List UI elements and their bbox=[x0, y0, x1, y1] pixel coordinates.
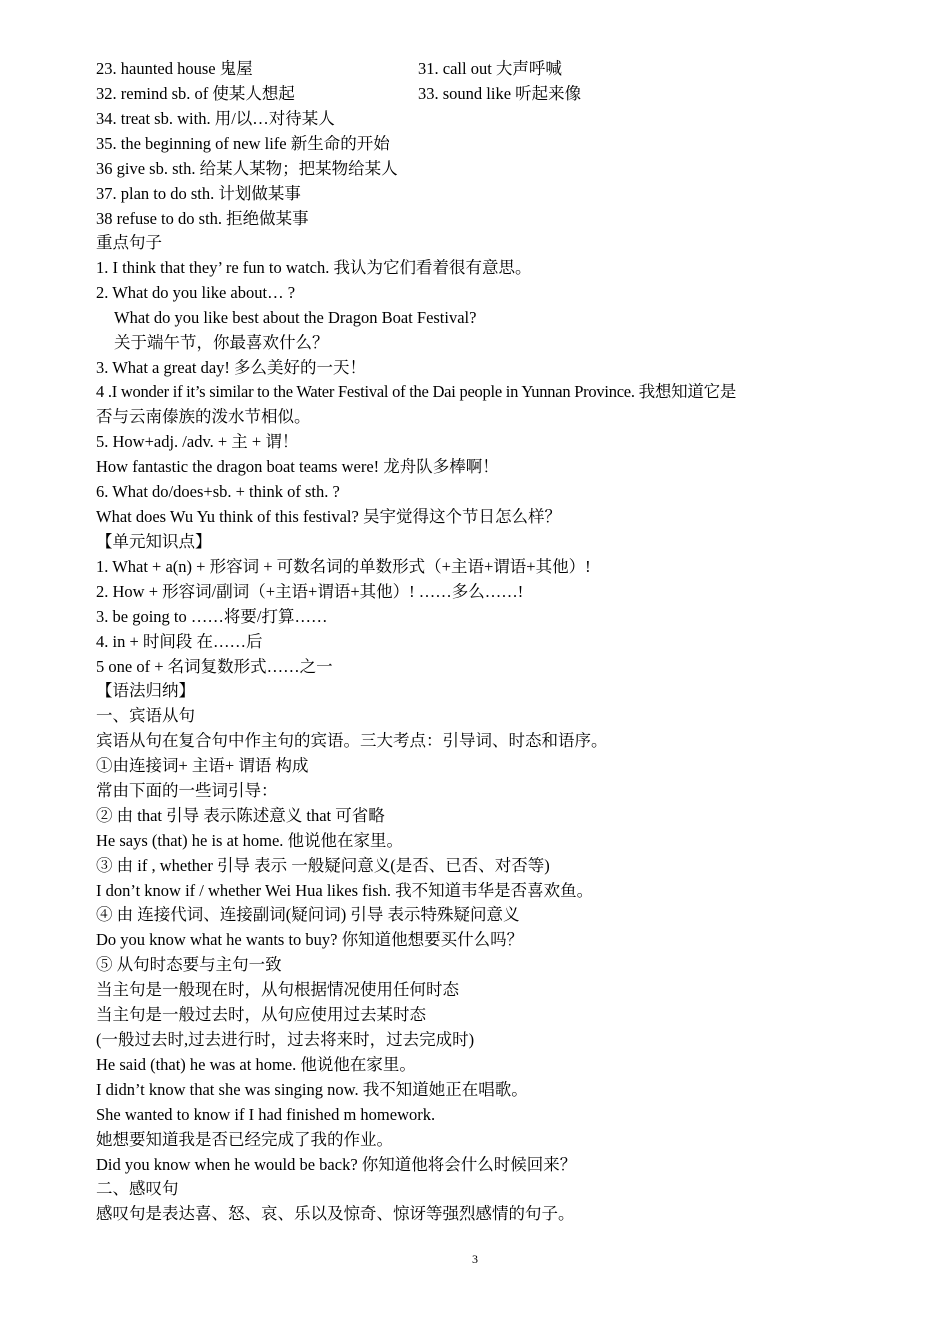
grammar-line: ④ 由 连接代词、连接副词(疑问词) 引导 表示特殊疑问意义 bbox=[96, 905, 520, 924]
key-sentence-line: 关于端午节，你最喜欢什么？ bbox=[114, 333, 329, 352]
phrase-38: 38 refuse to do sth. 拒绝做某事 bbox=[96, 209, 309, 228]
knowledge-line: 2. How + 形容词/副词（+主语+谓语+其他）! ……多么……! bbox=[96, 582, 524, 601]
grammar-line: 当主句是一般过去时，从句应使用过去某时态 bbox=[96, 1005, 426, 1024]
phrase-33: 33. sound like 听起来像 bbox=[418, 84, 582, 103]
phrase-31: 31. call out 大声呼喊 bbox=[418, 59, 562, 78]
grammar-line: 常由下面的一些词引导： bbox=[96, 781, 278, 800]
grammar-line: ①由连接词+ 主语+ 谓语 构成 bbox=[96, 756, 309, 775]
key-sentence-line: What does Wu Yu think of this festival? 吴宇觉得这个节日怎么样？ bbox=[96, 507, 561, 526]
grammar-line: She wanted to know if I had finished m homework. bbox=[96, 1105, 436, 1124]
knowledge-line: 4. in + 时间段 在……后 bbox=[96, 632, 263, 651]
knowledge-heading: 【单元知识点】 bbox=[96, 532, 212, 551]
grammar-line: ⑤ 从句时态要与主句一致 bbox=[96, 955, 282, 974]
phrase-35: 35. the beginning of new life 新生命的开始 bbox=[96, 134, 390, 153]
key-sentence-line: 4 .I wonder if it’s similar to the Water Festival of the Dai people in Yunnan Province. 我想知道它是 bbox=[96, 382, 737, 401]
phrase-23: 23. haunted house 鬼屋 bbox=[96, 59, 253, 78]
key-sentence-line: What do you like best about the Dragon Boat Festival? bbox=[114, 308, 477, 327]
grammar-line: 当主句是一般现在时，从句根据情况使用任何时态 bbox=[96, 980, 459, 999]
grammar-line: He says (that) he is at home. 他说他在家里。 bbox=[96, 831, 404, 850]
grammar-section-title: 一、宾语从句 bbox=[96, 706, 195, 725]
grammar-line: 她想要知道我是否已经完成了我的作业。 bbox=[96, 1130, 393, 1149]
knowledge-line: 1. What + a(n) + 形容词 + 可数名词的单数形式（+主语+谓语+其他）! bbox=[96, 557, 591, 576]
key-sentence-line: 5. How+adj. /adv. + 主 + 谓！ bbox=[96, 432, 299, 451]
grammar-heading: 【语法归纳】 bbox=[96, 681, 195, 700]
grammar-line: (一般过去时,过去进行时，过去将来时，过去完成时) bbox=[96, 1030, 475, 1049]
grammar-line: I don’t know if / whether Wei Hua likes fish. 我不知道韦华是否喜欢鱼。 bbox=[96, 881, 594, 900]
knowledge-line: 5 one of + 名词复数形式……之一 bbox=[96, 657, 333, 676]
page-number: 3 bbox=[472, 1252, 478, 1266]
phrase-34: 34. treat sb. with. 用/以…对待某人 bbox=[96, 109, 335, 128]
key-sentence-line: 2. What do you like about… ? bbox=[96, 283, 296, 302]
key-sentences-heading: 重点句子 bbox=[96, 233, 162, 252]
knowledge-line: 3. be going to ……将要/打算…… bbox=[96, 607, 328, 626]
grammar-section-title: 二、感叹句 bbox=[96, 1179, 179, 1198]
grammar-line: I didn’t know that she was singing now. 我不知道她正在唱歌。 bbox=[96, 1080, 528, 1099]
phrase-36: 36 give sb. sth. 给某人某物；把某物给某人 bbox=[96, 159, 398, 178]
phrase-row bbox=[96, 59, 562, 79]
key-sentence-line: 否与云南傣族的泼水节相似。 bbox=[96, 407, 311, 426]
grammar-line: ③ 由 if , whether 引导 表示 一般疑问意义(是否、已否、对否等) bbox=[96, 856, 550, 875]
phrase-32: 32. remind sb. of 使某人想起 bbox=[96, 84, 295, 103]
key-sentence-line: How fantastic the dragon boat teams were! 龙舟队多棒啊！ bbox=[96, 457, 499, 476]
grammar-line: Do you know what he wants to buy? 你知道他想要买什么吗？ bbox=[96, 930, 524, 949]
phrase-37: 37. plan to do sth. 计划做某事 bbox=[96, 184, 301, 203]
grammar-line: 感叹句是表达喜、怒、哀、乐以及惊奇、惊讶等强烈感情的句子。 bbox=[96, 1204, 575, 1223]
grammar-line: Did you know when he would be back? 你知道他将会什么时候回来？ bbox=[96, 1155, 577, 1174]
key-sentence-line: 6. What do/does+sb. + think of sth. ? bbox=[96, 482, 340, 501]
grammar-line: 宾语从句在复合句中作主句的宾语。三大考点：引导词、时态和语序。 bbox=[96, 731, 608, 750]
key-sentence-line: 1. I think that they’ re fun to watch. 我认为它们看着很有意思。 bbox=[96, 258, 532, 277]
grammar-line: He said (that) he was at home. 他说他在家里。 bbox=[96, 1055, 416, 1074]
grammar-line: ② 由 that 引导 表示陈述意义 that 可省略 bbox=[96, 806, 385, 825]
phrase-row bbox=[96, 84, 582, 104]
key-sentence-line: 3. What a great day! 多么美好的一天！ bbox=[96, 358, 367, 377]
